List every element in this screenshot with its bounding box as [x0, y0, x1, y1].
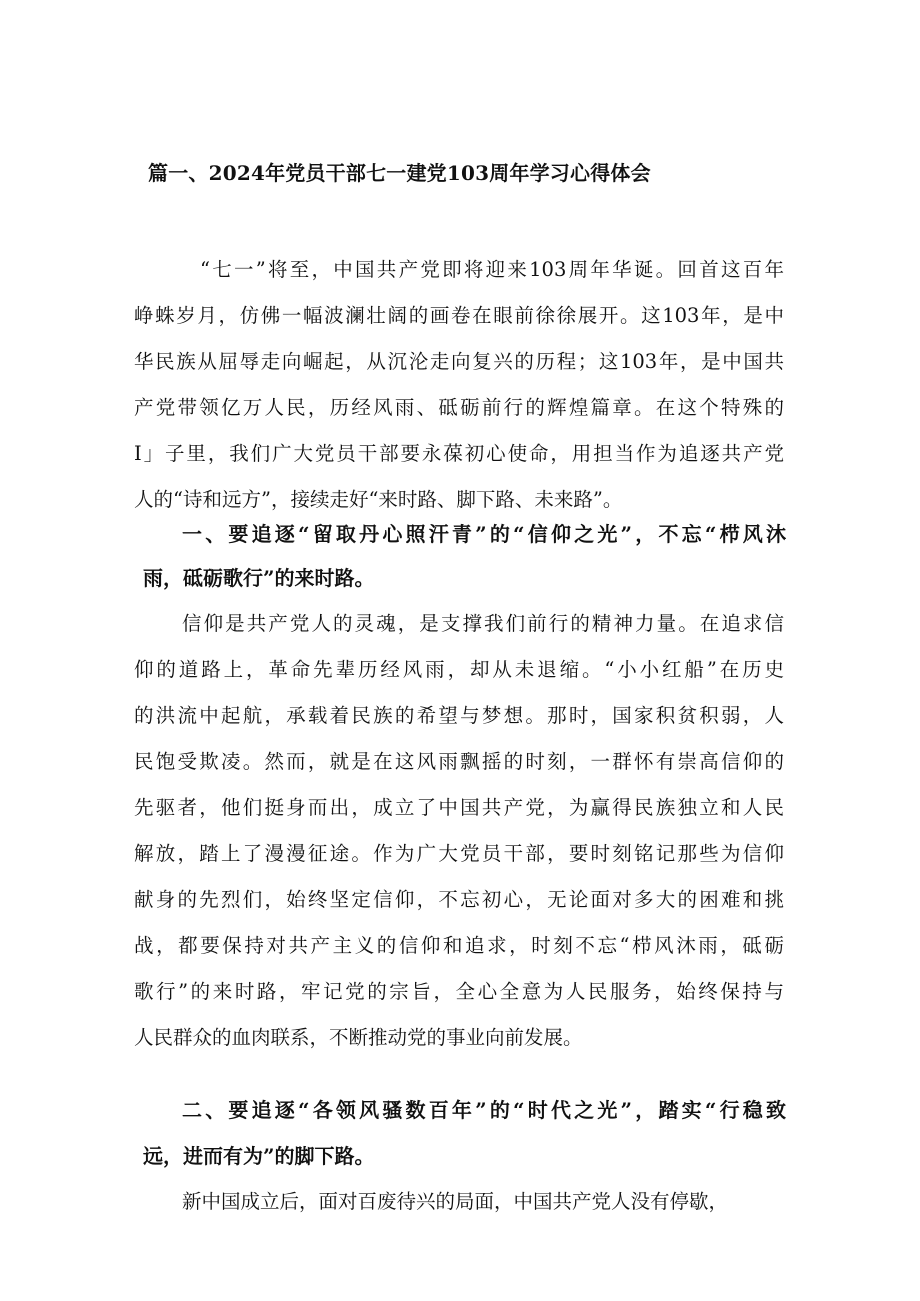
body-line: 新中国成立后，面对百废待兴的局面，中国共产党人没有停歇，: [182, 1190, 729, 1213]
body-line: 战，都要保持对共产主义的信仰和追求，时刻不忘“栉风沐雨，砥砺: [134, 934, 784, 957]
document-title: 篇一、2024年党员干部七一建党103周年学习心得体会: [148, 161, 651, 185]
body-line: 仰的道路上，革命先辈历经风雨，却从未退缩。“小小红船”在历史: [134, 658, 784, 681]
intro-line: I」子里，我们广大党员干部要永葆初心使命，用担当作为追逐共产党: [134, 442, 784, 465]
intro-line: 人的“诗和远方”，接续走好“来时路、脚下路、未来路”。: [134, 488, 623, 511]
intro-line: 产党带领亿万人民，历经风雨、砥砺前行的辉煌篇章。在这个特殊的: [134, 396, 784, 419]
body-line: 献身的先烈们，始终坚定信仰，不忘初心，无论面对多大的困难和挑: [134, 888, 784, 911]
body-line: 解放，踏上了漫漫征途。作为广大党员干部，要时刻铭记那些为信仰: [134, 842, 784, 865]
intro-line: 峥蛛岁月，仿佛一幅波澜壮阔的画卷在眼前徐徐展开。这103年，是中: [134, 304, 784, 327]
section-heading: 一、要追逐“留取丹心照汗青”的“信仰之光”，不忘“栉风沐: [182, 522, 786, 546]
body-line: 先驱者，他们挺身而出，成立了中国共产党，为赢得民族独立和人民: [134, 796, 784, 819]
body-line: 的洪流中起航，承载着民族的希望与梦想。那时，国家积贫积弱，人: [134, 704, 784, 727]
body-line: 信仰是共产党人的灵魂，是支撑我们前行的精神力量。在追求信: [182, 612, 784, 635]
body-line: 歌行”的来时路，牢记党的宗旨，全心全意为人民服务，始终保持与: [134, 980, 784, 1003]
section-heading: 远，进而有为”的脚下路。: [143, 1144, 375, 1168]
intro-line: 华民族从屈辱走向崛起，从沉沦走向复兴的历程；这103年，是中国共: [134, 350, 784, 373]
body-line: 人民群众的血肉联系，不断推动党的事业向前发展。: [134, 1026, 583, 1049]
body-line: 民饱受欺凌。然而，就是在这风雨飘摇的时刻，一群怀有崇高信仰的: [134, 750, 784, 773]
section-heading: 雨，砥砺歌行”的来时路。: [143, 566, 375, 590]
section-heading: 二、要追逐“各领风骚数百年”的“时代之光”，踏实“行稳致: [182, 1098, 786, 1122]
intro-line: “七一”将至，中国共产党即将迎来103周年华诞。回首这百年: [200, 258, 784, 281]
